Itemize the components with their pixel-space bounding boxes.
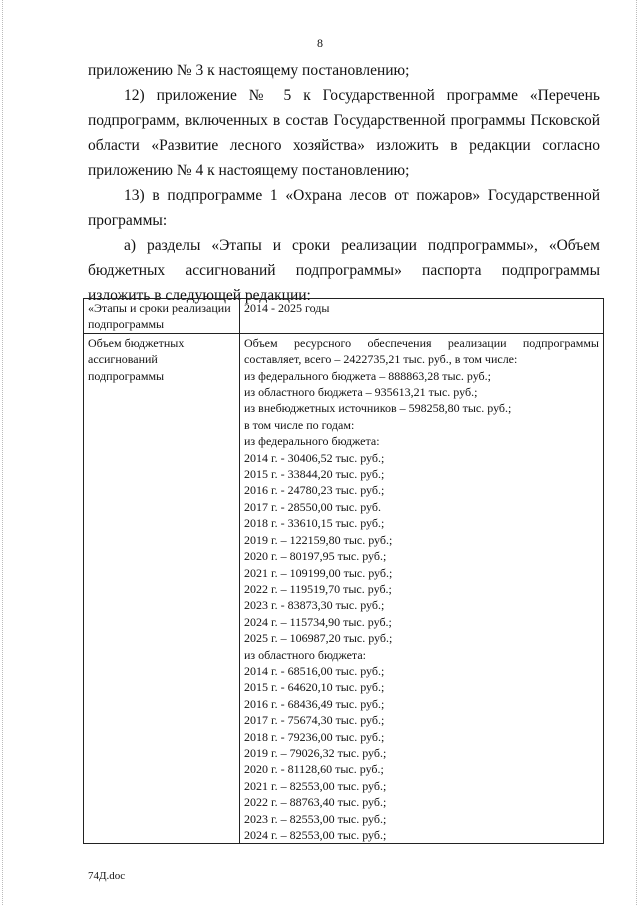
table-row: [84, 333, 604, 844]
budget-line: 2014 г. - 30406,52 тыс. руб.;: [244, 450, 385, 465]
budget-line: 2021 г. – 82553,00 тыс. руб.;: [244, 778, 387, 793]
right-margin-dots: [636, 0, 638, 905]
budget-value-cell: [240, 333, 604, 844]
budget-line: 2020 г. - 81128,60 тыс. руб.;: [244, 762, 384, 777]
budget-line: 2015 г. - 64620,10 тыс. руб.;: [244, 680, 385, 695]
paragraph-item-a: а) разделы «Этапы и сроки реализации подпрограммы», «Объем бюджетных ассигнований подпрограммы» паспорта подпрограммы изложить в следующей редакции:: [88, 237, 600, 304]
budget-line: 2014 г. - 68516,00 тыс. руб.;: [244, 663, 385, 678]
passport-table: [83, 298, 604, 844]
budget-line: 2025 г. – 106987,20 тыс. руб.;: [244, 631, 393, 646]
stages-value-cell: 2014 - 2025 годы: [240, 299, 604, 334]
left-margin-dots: [2, 0, 4, 905]
budget-line: 2016 г. - 68436,49 тыс. руб.;: [244, 696, 385, 711]
budget-line: в том числе по годам:: [244, 417, 355, 432]
budget-line: 2016 г. - 24780,23 тыс. руб.;: [244, 483, 385, 498]
budget-line: из областного бюджета:: [244, 647, 366, 662]
budget-line: 2018 г. - 33610,15 тыс. руб.;: [244, 516, 385, 531]
budget-line: 2021 г. – 109199,00 тыс. руб.;: [244, 565, 393, 580]
paragraph-continuation: приложению № 3 к настоящему постановлению;: [88, 62, 410, 79]
budget-line: из внебюджетных источников – 598258,80 тыс. руб.;: [244, 401, 512, 416]
budget-line: 2022 г. – 119519,70 тыс. руб.;: [244, 581, 392, 596]
paragraph-item-13: 13) в подпрограмме 1 «Охрана лесов от пожаров» Государственной программы:: [88, 187, 600, 229]
budget-line: 2023 г. – 82553,00 тыс. руб.;: [244, 811, 387, 826]
stages-label-cell: «Этапы и сроки реализации подпрограммы: [84, 299, 240, 334]
budget-line: 2019 г. – 122159,80 тыс. руб.;: [244, 532, 393, 547]
paragraph-item-12: 12) приложение № 5 к Государственной программе «Перечень подпрограмм, включенных в состав Государственной программы Псковской области «Развитие лесного хозяйства» изложить в редакции согласно приложению № 4 к настоящему постановлению;: [88, 87, 600, 179]
page-number: 8: [317, 36, 323, 50]
document-body: [88, 58, 600, 308]
budget-line: 2024 г. – 115734,90 тыс. руб.;: [244, 614, 392, 629]
budget-line: из областного бюджета – 935613,21 тыс. руб.;: [244, 385, 478, 400]
budget-line: 2017 г. - 28550,00 тыс. руб.: [244, 499, 381, 514]
budget-label-cell: Объем бюджетных ассигнований подпрограммы: [84, 333, 240, 844]
budget-line: 2019 г. – 79026,32 тыс. руб.;: [244, 745, 387, 760]
budget-line: из федерального бюджета:: [244, 434, 380, 449]
budget-line: из федерального бюджета – 888863,28 тыс. руб.;: [244, 368, 491, 383]
budget-line: 2015 г. - 33844,20 тыс. руб.;: [244, 467, 385, 482]
footer-filename: 74Д.doc: [88, 870, 126, 882]
budget-line: 2022 г. – 88763,40 тыс. руб.;: [244, 795, 387, 810]
table-row: [84, 299, 604, 334]
budget-lines: [244, 368, 599, 844]
budget-line: 2024 г. – 82553,00 тыс. руб.;: [244, 828, 387, 842]
budget-line: 2018 г. - 79236,00 тыс. руб.;: [244, 729, 385, 744]
budget-line: 2020 г. – 80197,95 тыс. руб.;: [244, 549, 387, 564]
budget-line: 2023 г. - 83873,30 тыс. руб.;: [244, 598, 385, 613]
budget-intro: Объем ресурсного обеспечения реализации подпрограммы составляет, всего – 2422735,21 тыс. руб., в том числе:: [244, 335, 599, 367]
budget-line: 2017 г. - 75674,30 тыс. руб.;: [244, 713, 385, 728]
